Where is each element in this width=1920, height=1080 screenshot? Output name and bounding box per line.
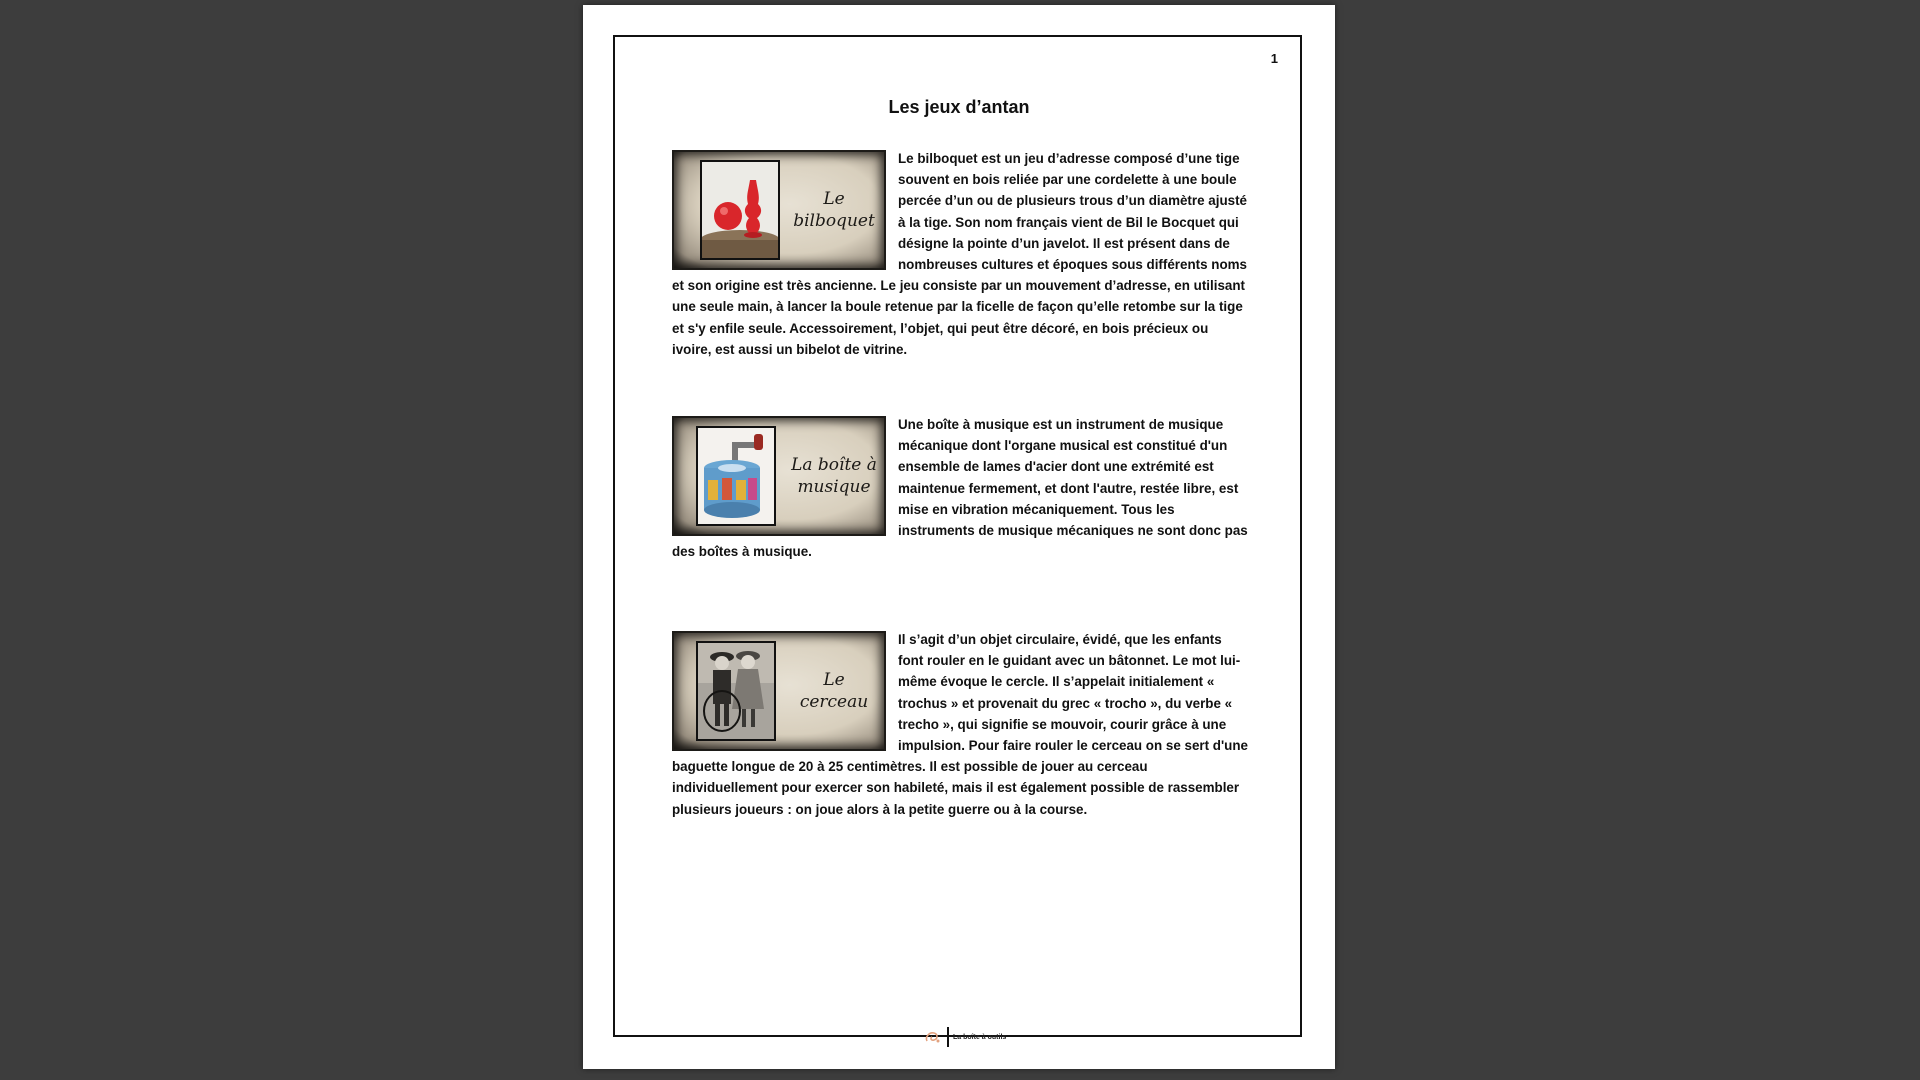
page-title: Les jeux d’antan xyxy=(888,97,1030,117)
music-box-icon xyxy=(698,428,774,524)
page-number: 1 xyxy=(1270,51,1278,66)
footer-logo-text: La boîte à outils xyxy=(953,1033,1007,1041)
section-bilboquet xyxy=(672,148,1250,360)
swirl-logo-icon xyxy=(923,1029,943,1045)
section-boite-a-musique xyxy=(672,414,1250,562)
card-label-boite-a-musique: La boîte à musique xyxy=(791,455,877,497)
footer-logo xyxy=(923,1027,1006,1047)
section-cerceau xyxy=(672,629,1250,820)
cerceau-description: Il s’agit d’un objet circulaire, évidé, que les enfants font rouler en le guidant avec un bâtonnet. Le mot lui-même évoque le cercle. Il s’appelait initialement « trochus » et provenait du grec « trocho », du verbe « trecho », qui signifie se mouvoir, courir grâce à une impulsion. Pour faire rouler le cerceau on se sert d'une baguette longue de 20 à 25 centimètres. Il est possible de jouer au cerceau individuellement pour exercer son habileté, mais il est également possible de rassembler plusieurs joueurs : on joue alors à la petite guerre ou à la course. xyxy=(672,632,1248,817)
music-box-photo xyxy=(696,426,776,526)
boite-a-musique-description: Une boîte à musique est un instrument de musique mécanique dont l'organe musical est constitué d'un ensemble de lames d'acier dont une extrémité est maintenue fermement, et dont l'autre, restée libre, est mise en vibration mécaniquement. Tous les instruments de musique mécaniques ne sont donc pas des boîtes à musique. xyxy=(672,417,1248,560)
footer-divider xyxy=(947,1027,949,1047)
card-label-bilboquet: Le bilboquet xyxy=(793,189,875,231)
card-bilboquet xyxy=(672,150,886,270)
children-hoop-icon xyxy=(698,643,774,739)
bilboquet-icon xyxy=(702,162,778,258)
document-page xyxy=(583,5,1335,1069)
card-label-cerceau: Le cerceau xyxy=(799,670,869,712)
card-cerceau xyxy=(672,631,886,751)
bilboquet-description: Le bilboquet est un jeu d’adresse composé d’une tige souvent en bois reliée par une cordelette à une boule percée d’un ou de plusieurs trous d’un diamètre ajusté à la tige. Son nom français vient de Bil le Bocquet qui désigne la pointe d’un javelot. Il est présent dans de nombreuses cultures et époques sous différents noms et son origine est très ancienne. Le jeu consiste par un mouvement d’adresse, en utilisant une seule main, à lancer la boule retenue par la ficelle de façon qu’elle retombe sur la tige et s'y enfile seule. Accessoirement, l’objet, qui peut être décoré, en bois précieux ou ivoire, est aussi un bibelot de vitrine. xyxy=(672,151,1247,357)
card-boite-a-musique xyxy=(672,416,886,536)
bilboquet-photo xyxy=(700,160,780,260)
cerceau-photo xyxy=(696,641,776,741)
